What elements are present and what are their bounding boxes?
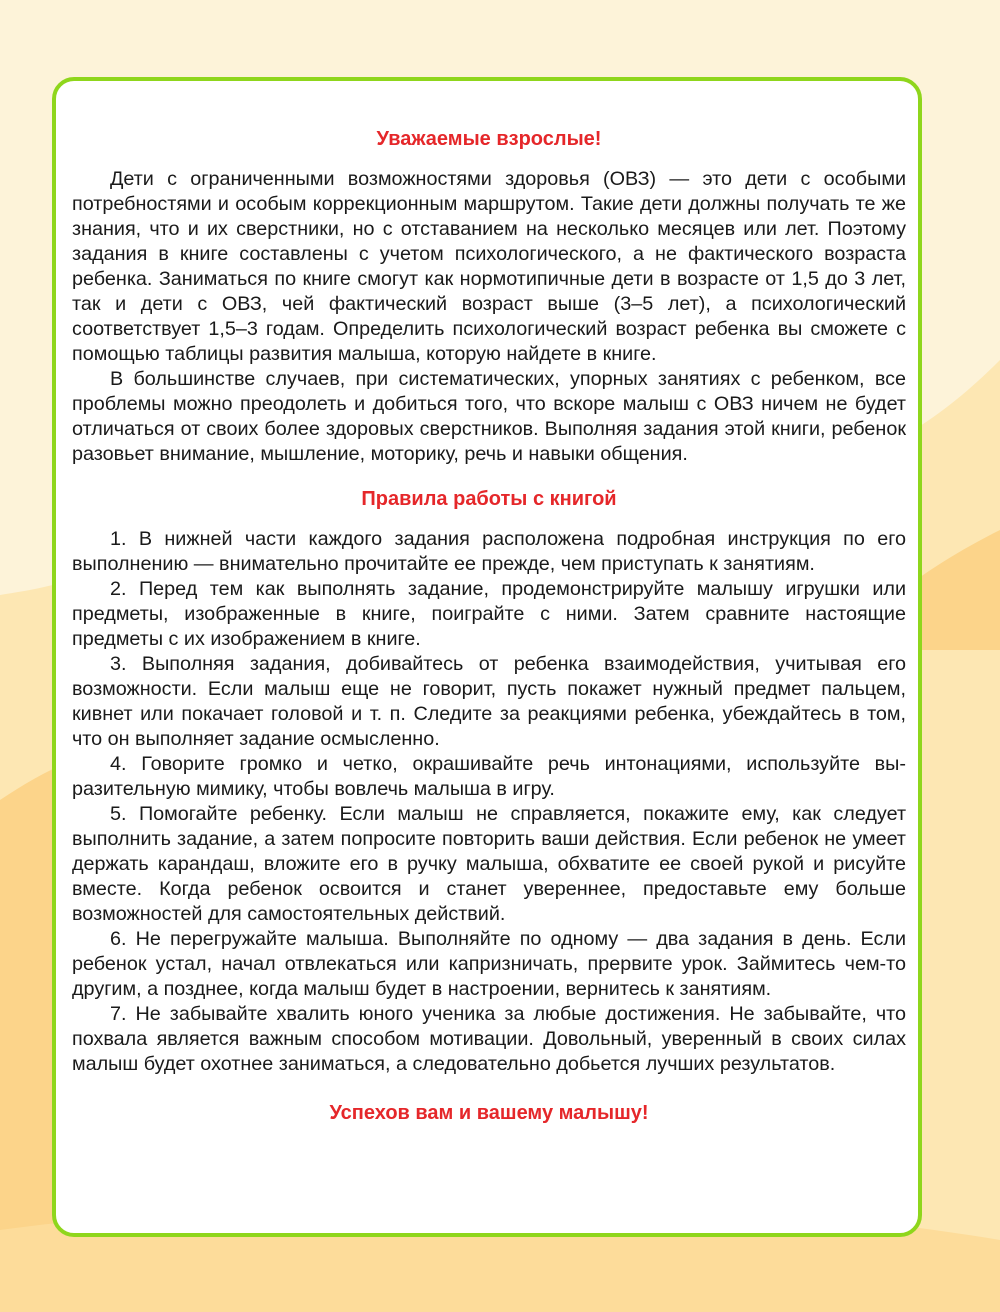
intro-paragraph: Дети с ограниченными возможностями здоровья (ОВЗ) — это дети с особыми потребностями и особым коррекционным маршрутом. Такие дети должны получать те же знания, что и их сверстники, но с отставанием на несколько месяцев или лет. Поэтому задания в книге составлены с учетом психологического, а не фактического возраста ребенка. Заниматься по книге смогут как нормотипичные дети в возрасте от 1,5 до 3 лет, так и дети с ОВЗ, чей фактический возраст выше (3–5 лет), а психологический соответствует 1,5–3 годам. Определить психологический возраст ребенка вы сможете с помощью таблицы развития малыша, которую найдете в книге.	[72, 168, 906, 365]
intro-paragraph: В большинстве случаев, при систематических, упорных занятиях с ребенком, все проблемы можно преодолеть и добиться того, что вскоре малыш с ОВЗ ничем не будет отличаться от своих более здоровых сверстников. Выполняя задания этой книги, ребенок разовьет внимание, мышление, моторику, речь и навыки общения.	[72, 368, 906, 465]
rule-item-6: 6. Не перегружайте малыша. Выполняйте по одному — два задания в день. Если ребенок устал, начал отвлекаться или капризничать, прервите урок. Займитесь чем-то другим, а позднее, когда малыш будет в настроении, вернитесь к занятиям.	[72, 928, 906, 1000]
rule-item-7: 7. Не забывайте хвалить юного ученика за любые достижения. Не забывайте, что похвала является важным способом мотивации. Довольный, уверенный в своих силах малыш будет охотнее заниматься, а следовательно добьется лучших результатов.	[72, 1003, 906, 1075]
heading-rules: Правила работы с книгой	[361, 488, 617, 510]
rule-item-2: 2. Перед тем как выполнять задание, продемонстрируйте малышу игрушки или предметы, изображенные в книге, поиграйте с ними. Затем сравните настоящие предметы с их изображением в книге.	[72, 578, 906, 650]
rule-item-1: 1. В нижней части каждого задания расположена подробная инструкция по его выполнению — внимательно прочитайте ее прежде, чем приступать к занятиям.	[72, 528, 906, 575]
heading-dear-adults: Уважаемые взрослые!	[376, 128, 602, 150]
rule-item-4: 4. Говорите громко и четко, окрашивайте речь интонациями, используйте выразительную мимику, чтобы вовлечь малыша в игру.	[72, 753, 906, 800]
content-card	[52, 77, 922, 1237]
rule-item-5: 5. Помогайте ребенку. Если малыш не справляется, покажите ему, как следует выполнить задание, а затем попросите повторить ваши действия. Если ребенок не умеет держать карандаш, вложите его в ручку малыша, обхватите ее своей рукой и рисуйте вместе. Когда ребенок освоится и станет увереннее, предоставьте ему больше возможностей для самостоятельных действий.	[72, 803, 906, 925]
rule-item-3: 3. Выполняя задания, добивайтесь от ребенка взаимодействия, учитывая его возможности. Если малыш еще не говорит, пусть покажет нужный предмет пальцем, кивнет или покачает головой и т. п. Следите за реакциями ребенка, убеждайтесь в том, что он выполняет задание осмысленно.	[72, 653, 906, 750]
card-content	[72, 125, 906, 1127]
closing-wish: Успехов вам и вашему малышу!	[329, 1102, 649, 1124]
